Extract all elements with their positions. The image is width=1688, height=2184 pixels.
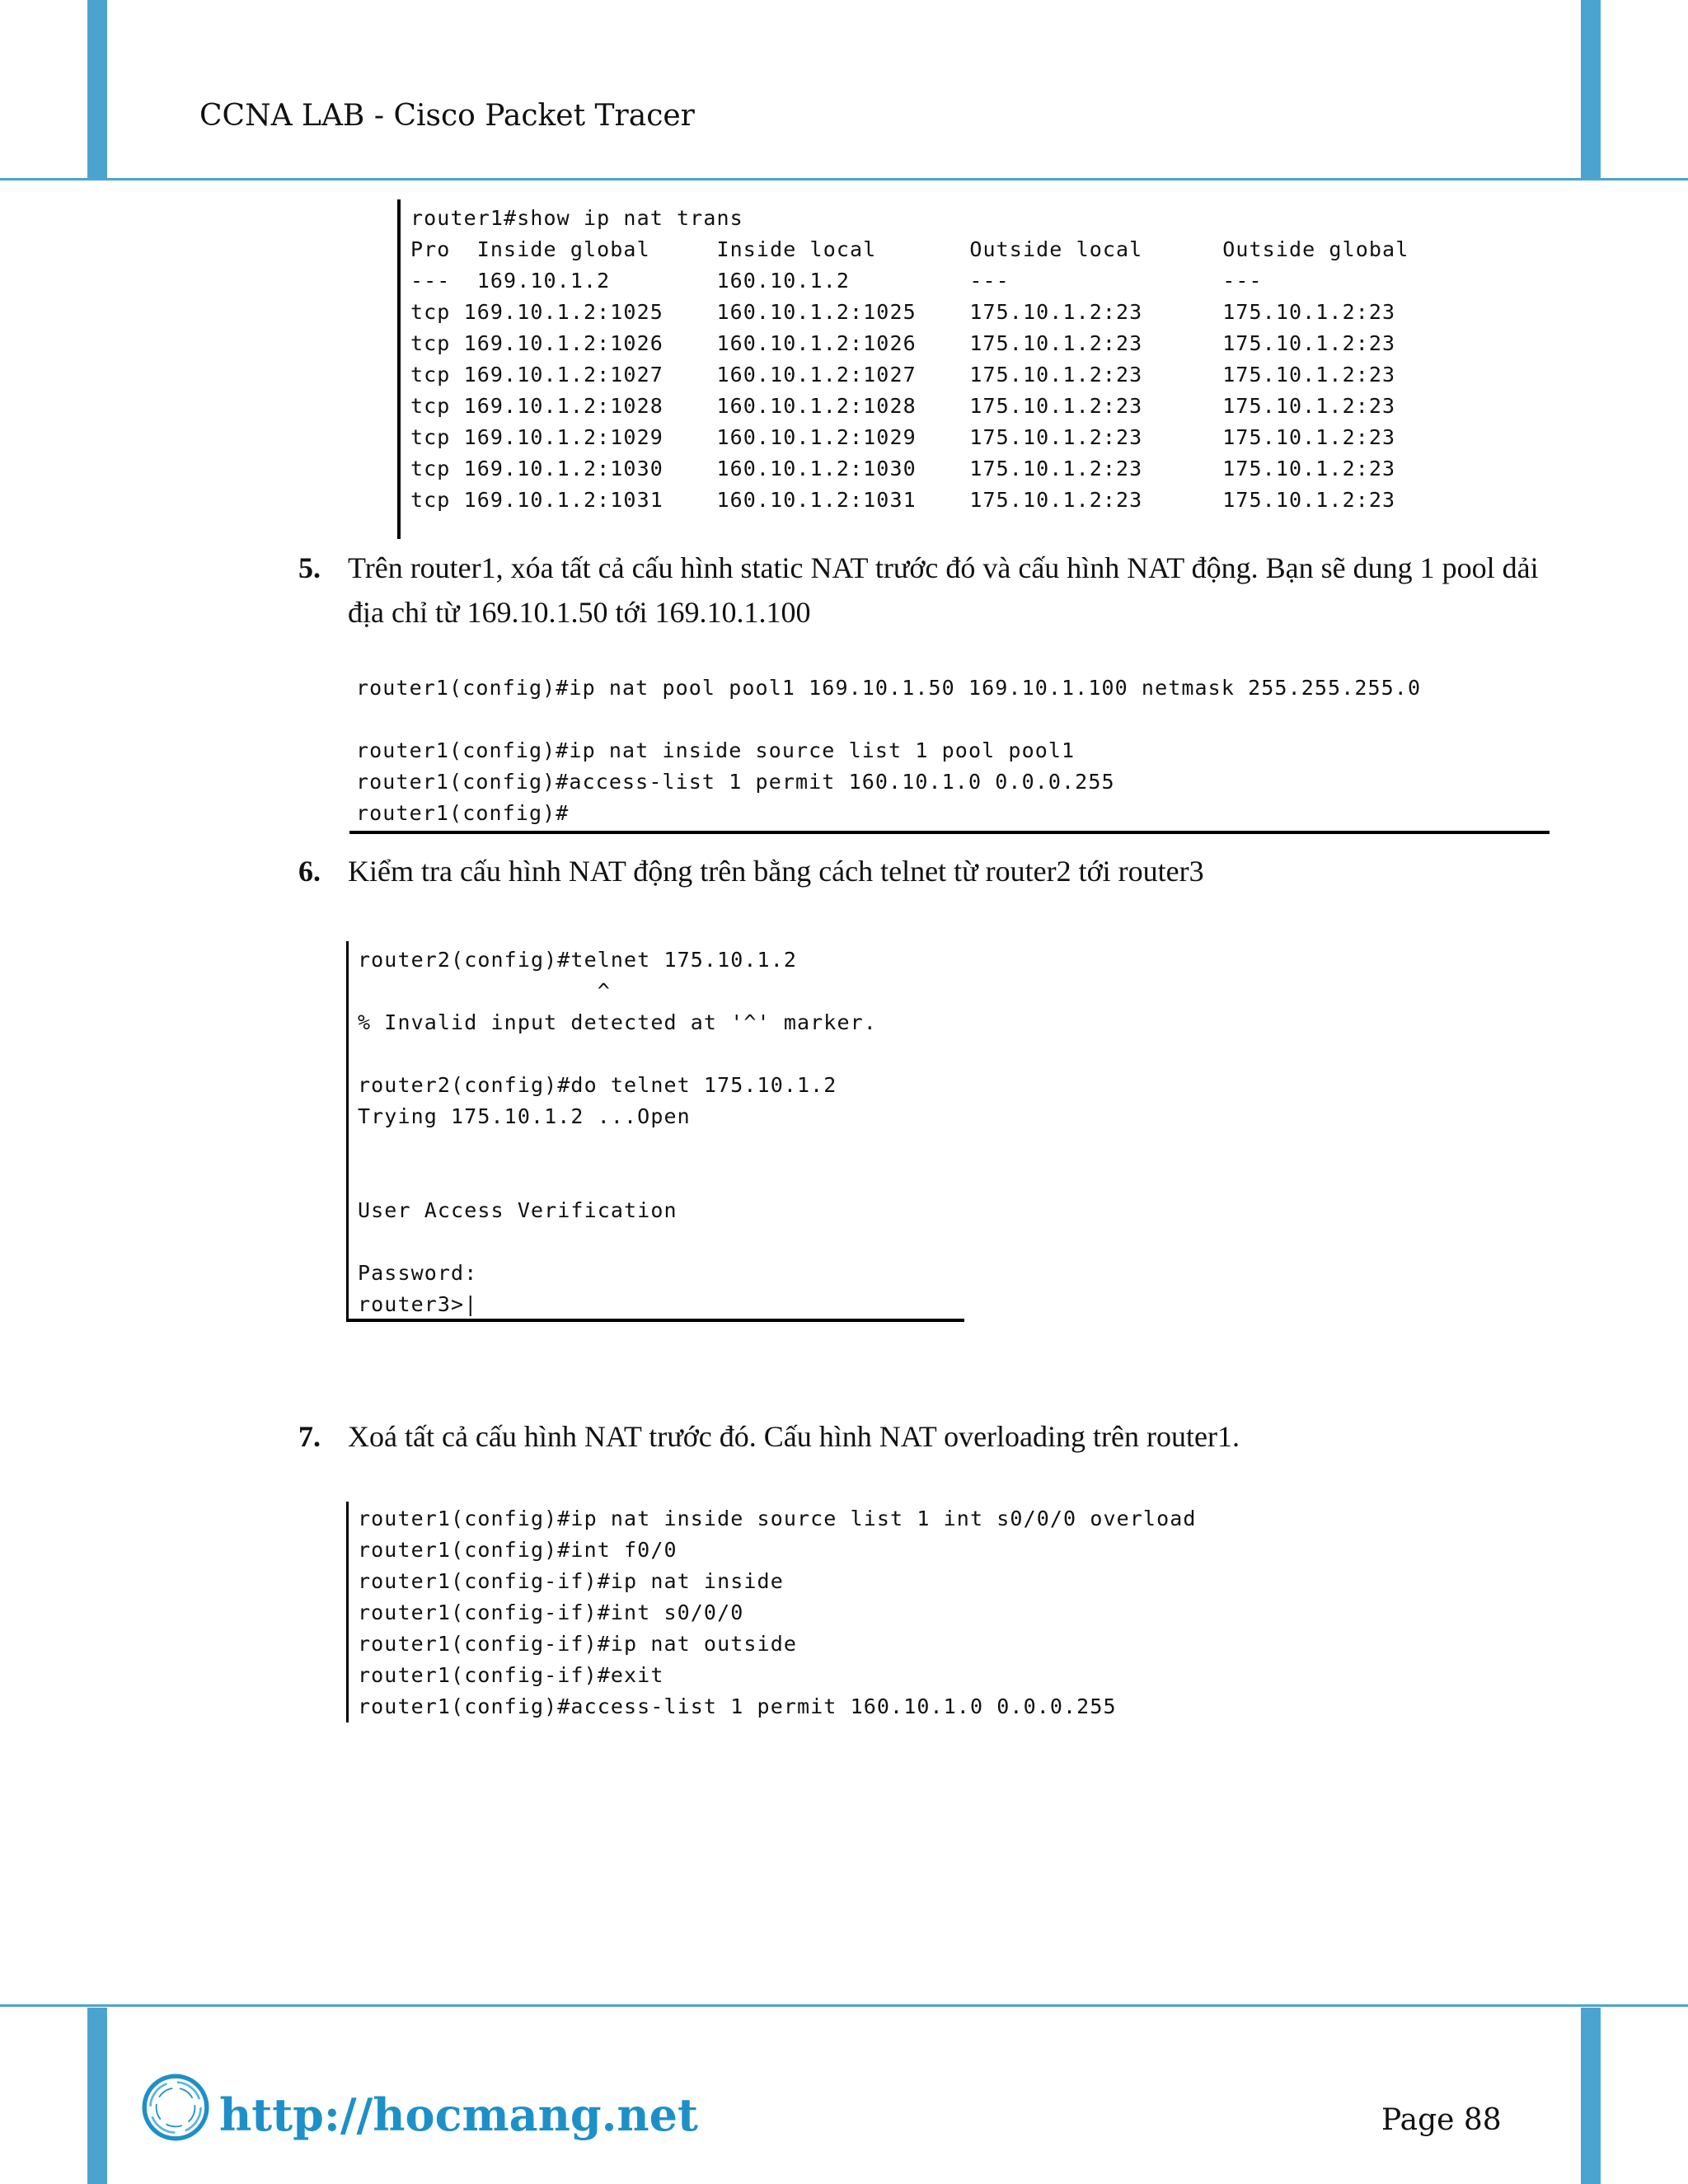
nat-translation-output	[410, 203, 1409, 516]
step6-cli-left-border	[346, 941, 349, 1322]
terminal-line: router1(config)#	[356, 801, 570, 825]
terminal-line: router1(config)#int f0/0	[358, 1538, 678, 1562]
terminal-line: tcp 169.10.1.2:1031 160.10.1.2:1031 175.10.1.2:23 175.10.1.2:23	[410, 488, 1396, 512]
terminal-line: router1(config)#ip nat pool pool1 169.10.1.50 169.10.1.100 netmask 255.255.255.0	[356, 676, 1422, 700]
step-number: 5.	[298, 551, 321, 584]
telnet-test-output	[358, 944, 877, 1320]
footer-website-link[interactable]: http://hocmang.net	[219, 2088, 698, 2141]
footer-right-bar	[1581, 2008, 1601, 2184]
terminal-line: tcp 169.10.1.2:1029 160.10.1.2:1029 175.10.1.2:23 175.10.1.2:23	[410, 425, 1396, 449]
terminal-line: router1(config)#ip nat inside source list 1 int s0/0/0 overload	[358, 1507, 1197, 1530]
terminal-line	[358, 1132, 877, 1164]
terminal-line: Trying 175.10.1.2 ...Open	[358, 1104, 691, 1128]
terminal-line: tcp 169.10.1.2:1028 160.10.1.2:1028 175.10.1.2:23 175.10.1.2:23	[410, 394, 1396, 418]
terminal-line: % Invalid input detected at '^' marker.	[358, 1010, 877, 1034]
terminal-line: router1(config-if)#exit	[358, 1663, 664, 1687]
nat-table-left-border	[397, 199, 401, 539]
dynamic-nat-config-output	[356, 673, 1421, 829]
terminal-line: router3>|	[358, 1292, 478, 1316]
terminal-line: tcp 169.10.1.2:1025 160.10.1.2:1025 175.10.1.2:23 175.10.1.2:23	[410, 300, 1396, 324]
header-left-bar	[87, 0, 107, 180]
step5-cli-bottom-border	[349, 831, 1550, 834]
terminal-line: router1(config-if)#int s0/0/0	[358, 1601, 744, 1624]
terminal-line	[358, 1164, 877, 1195]
terminal-line	[358, 1038, 877, 1070]
terminal-line: router1(config-if)#ip nat outside	[358, 1632, 797, 1656]
terminal-line: router1(config-if)#ip nat inside	[358, 1569, 784, 1593]
header-right-bar	[1581, 0, 1601, 180]
step-number: 7.	[298, 1420, 321, 1453]
terminal-line: router1(config)#ip nat inside source list 1 pool pool1	[356, 738, 1076, 762]
terminal-line: ^	[358, 979, 611, 1003]
circle-swirl-logo-icon	[138, 2070, 213, 2144]
step-text: Trên router1, xóa tất cả cấu hình static NAT trước đó và cấu hình NAT động. Bạn sẽ dung 1 pool dải địa chỉ từ 169.10.1.50 tới 169.10.1.100	[348, 551, 1539, 629]
terminal-line: router2(config)#do telnet 175.10.1.2	[358, 1073, 837, 1097]
step-text: Kiểm tra cấu hình NAT động trên bằng cách telnet từ router2 tới router3	[348, 855, 1204, 888]
terminal-line: Pro Inside global Inside local Outside local Outside global	[410, 237, 1409, 261]
terminal-line	[358, 1226, 877, 1258]
step6-cli-bottom-border	[346, 1319, 964, 1322]
terminal-line: --- 169.10.1.2 160.10.1.2 --- ---	[410, 269, 1263, 293]
footer-left-bar	[87, 2008, 107, 2184]
step-number: 6.	[298, 855, 321, 888]
terminal-line: router2(config)#telnet 175.10.1.2	[358, 948, 797, 972]
nat-overload-config-output	[358, 1503, 1197, 1722]
footer-rule	[0, 2004, 1688, 2007]
terminal-line: tcp 169.10.1.2:1027 160.10.1.2:1027 175.10.1.2:23 175.10.1.2:23	[410, 363, 1396, 387]
terminal-line: tcp 169.10.1.2:1026 160.10.1.2:1026 175.10.1.2:23 175.10.1.2:23	[410, 331, 1396, 355]
terminal-line	[356, 704, 1421, 735]
terminal-line: tcp 169.10.1.2:1030 160.10.1.2:1030 175.10.1.2:23 175.10.1.2:23	[410, 457, 1396, 480]
header-rule	[0, 178, 1688, 180]
terminal-line: router1(config)#access-list 1 permit 160.10.1.0 0.0.0.255	[356, 770, 1115, 794]
terminal-line: Password:	[358, 1261, 478, 1285]
terminal-line: User Access Verification	[358, 1198, 678, 1222]
step-text: Xoá tất cả cấu hình NAT trước đó. Cấu hình NAT overloading trên router1.	[348, 1420, 1240, 1453]
terminal-line: router1(config)#access-list 1 permit 160.10.1.0 0.0.0.255	[358, 1694, 1117, 1718]
terminal-line: router1#show ip nat trans	[410, 206, 743, 230]
page-number: Page 88	[1381, 2103, 1502, 2137]
page-header-title: CCNA LAB - Cisco Packet Tracer	[199, 99, 695, 133]
step7-cli-left-border	[346, 1502, 349, 1722]
